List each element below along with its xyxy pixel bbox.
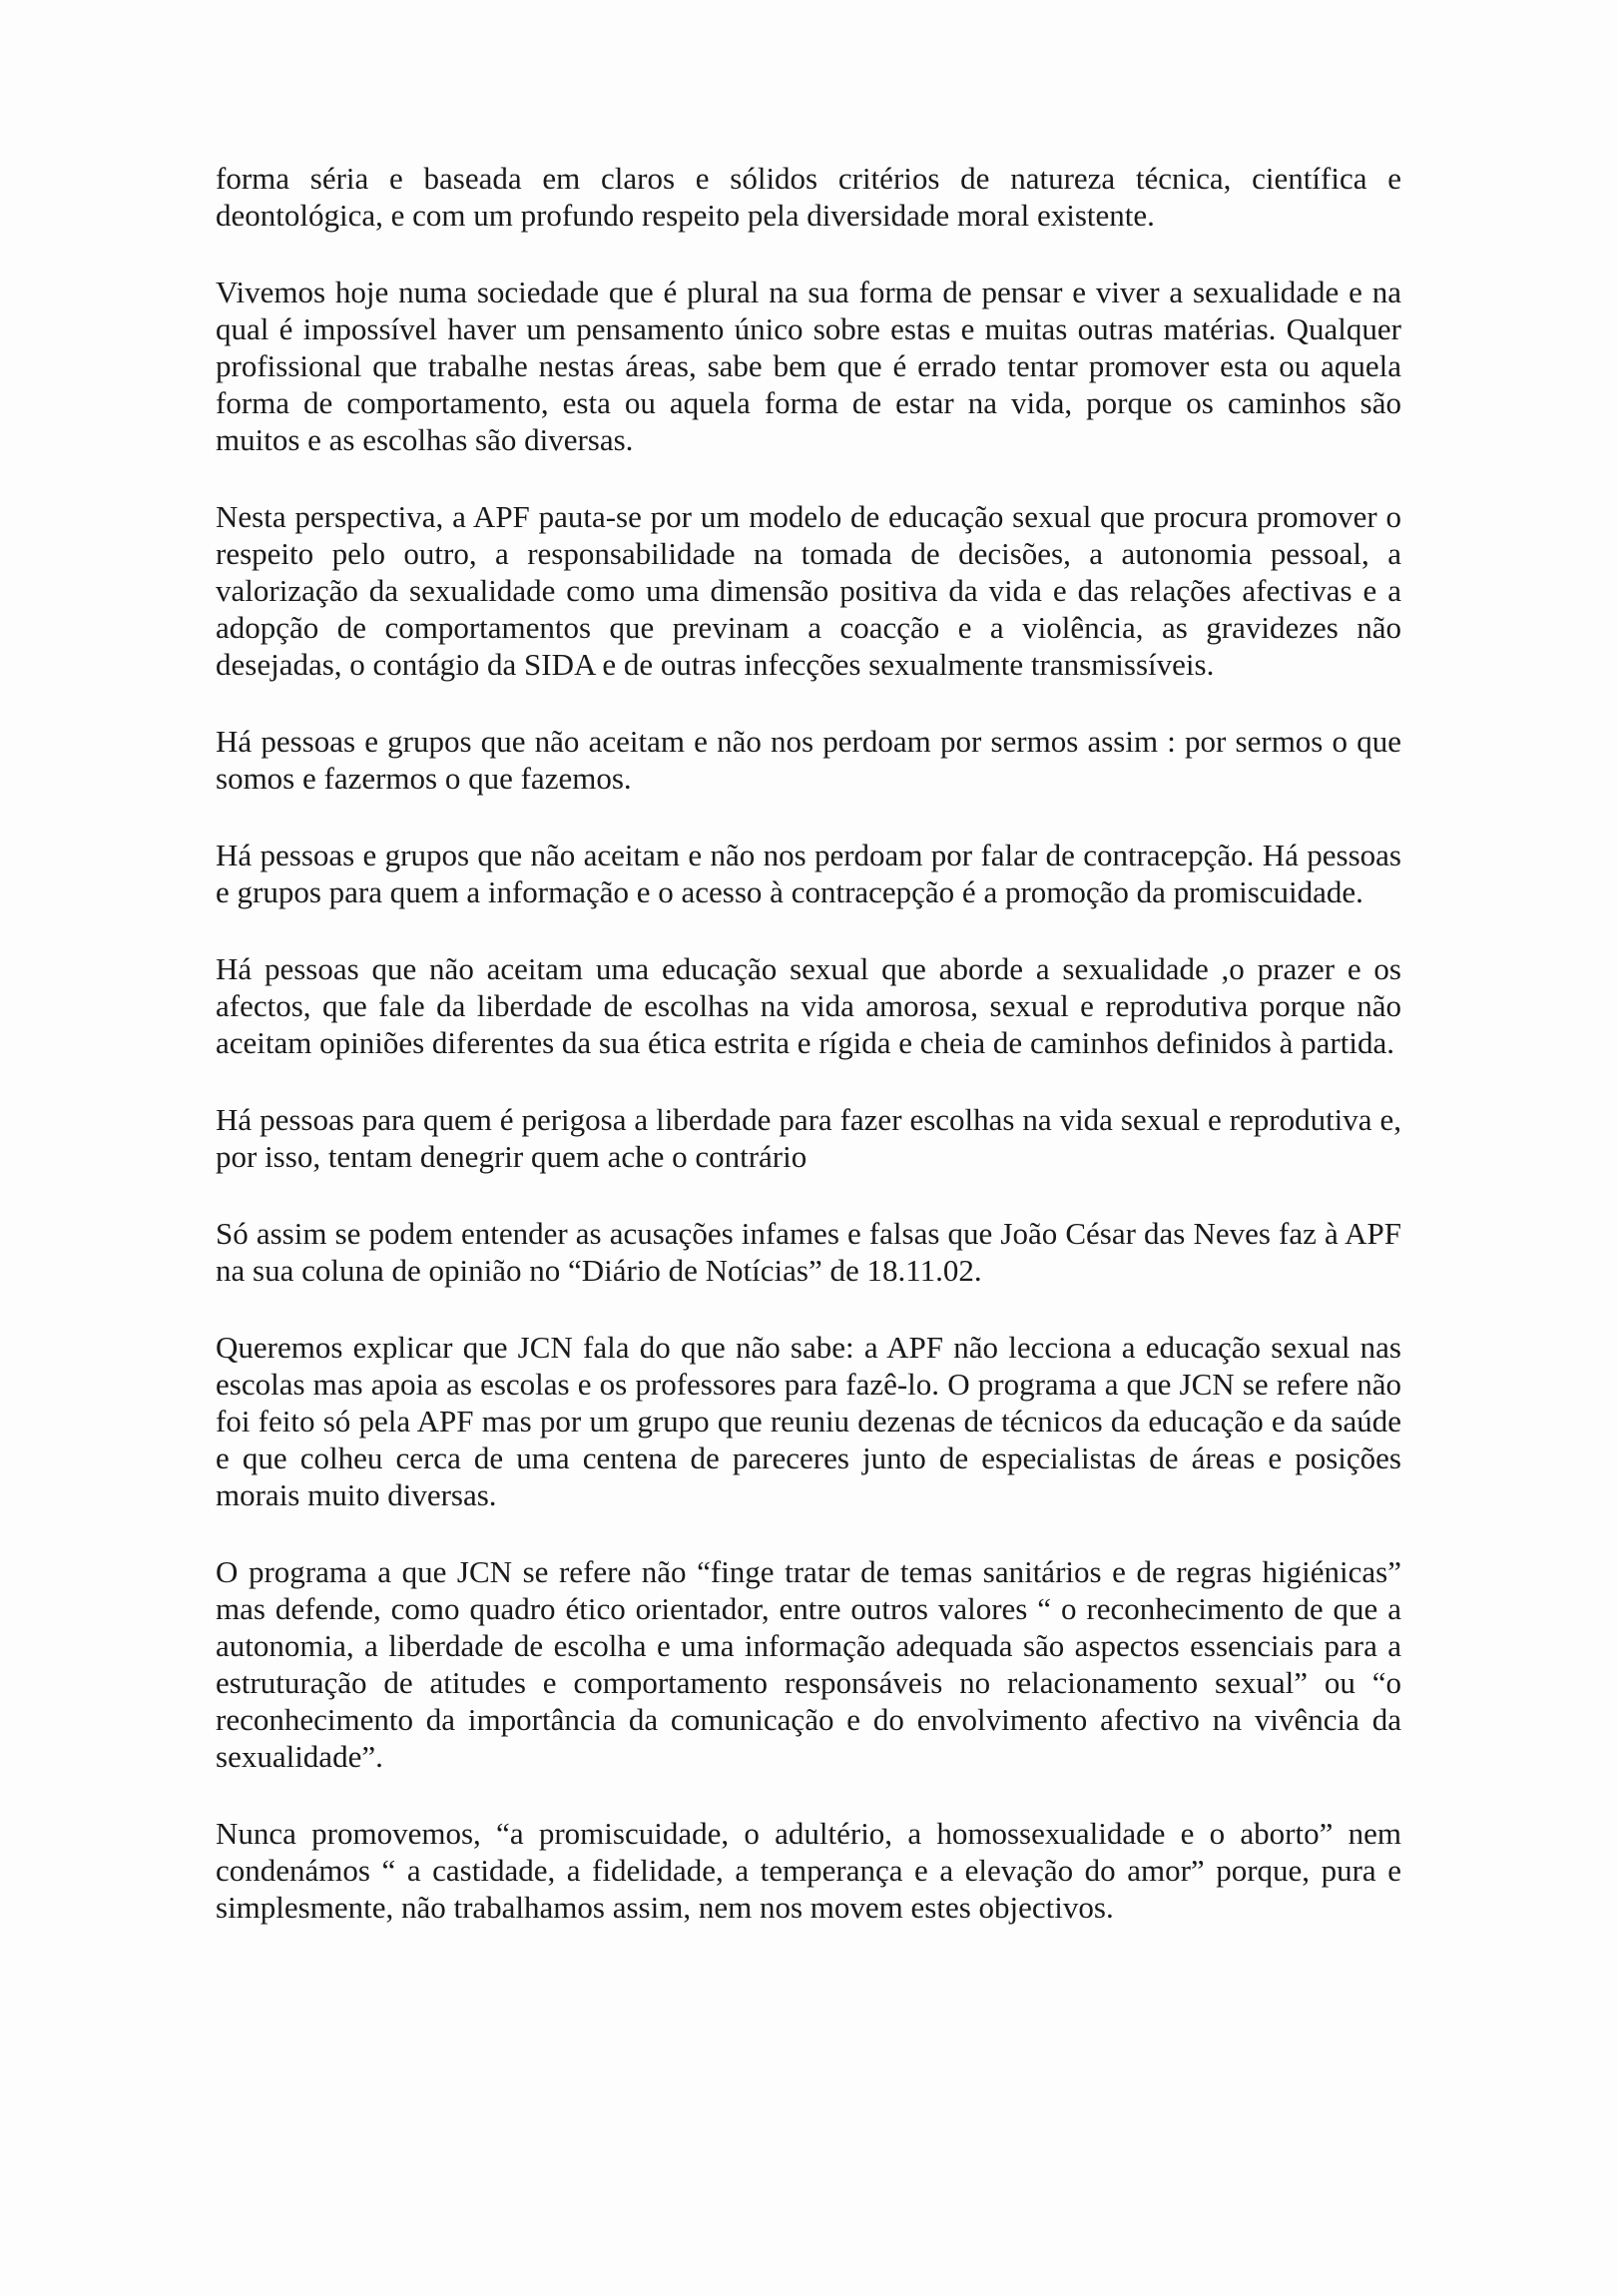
paragraph-continuation: forma séria e baseada em claros e sólidos critérios de natureza técnica, científica e deontológica, e com um profundo respeito pela diversidade moral existente.	[216, 161, 1401, 233]
paragraph-accusations: Só assim se podem entender as acusações infames e falsas que João César das Neves faz à APF na sua coluna de opinião no “Diário de Notícias” de 18.11.02.	[216, 1216, 1401, 1288]
paragraph-program-values: O programa a que JCN se refere não “finge tratar de temas sanitários e de regras higiénicas” mas defende, como quadro ético orientador, entre outros valores “ o reconhecimento de que a autonomia, a liberdade de escolha e uma informação adequada são aspectos essenciais para a estruturação de atitudes e comportamento responsáveis no relacionamento sexual” ou “o reconhecimento da importância da comunicação e do envolvimento afectivo na vivência da sexualidade”.	[216, 1554, 1401, 1774]
paragraph-apf-model: Nesta perspectiva, a APF pauta-se por um modelo de educação sexual que procura promover o respeito pelo outro, a responsabilidade na tomada de decisões, a autonomia pessoal, a valorização da sexualidade como uma dimensão positiva da vida e das relações afectivas e a adopção de comportamentos que previnam a coacção e a violência, as gravidezes não desejadas, o contágio da SIDA e de outras infecções sexualmente transmissíveis.	[216, 499, 1401, 682]
paragraph-people-education: Há pessoas que não aceitam uma educação sexual que aborde a sexualidade ,o prazer e os afectos, que fale da liberdade de escolhas na vida amorosa, sexual e reprodutiva porque não aceitam opiniões diferentes da sua ética estrita e rígida e cheia de caminhos definidos à partida.	[216, 951, 1401, 1060]
document-body	[216, 160, 1401, 1926]
paragraph-never-promoted: Nunca promovemos, “a promiscuidade, o adultério, a homossexualidade e o aborto” nem condenámos “ a castidade, a fidelidade, a temperança e a elevação do amor” porque, pura e simplesmente, não trabalhamos assim, nem nos movem estes objectivos.	[216, 1816, 1401, 1925]
paragraph-people-groups-2: Há pessoas e grupos que não aceitam e não nos perdoam por falar de contracepção. Há pessoas e grupos para quem a informação e o acesso à contracepção é a promoção da promiscuidade.	[216, 838, 1401, 909]
paragraph-people-freedom: Há pessoas para quem é perigosa a liberdade para fazer escolhas na vida sexual e reprodutiva e, por isso, tentam denegrir quem ache o contrário	[216, 1102, 1401, 1174]
paragraph-jcn-explanation: Queremos explicar que JCN fala do que não sabe: a APF não lecciona a educação sexual nas escolas mas apoia as escolas e os professores para fazê-lo. O programa a que JCN se refere não foi feito só pela APF mas por um grupo que reuniu dezenas de técnicos da educação e da saúde e que colheu cerca de uma centena de pareceres junto de especialistas de áreas e posições morais muito diversas.	[216, 1330, 1401, 1512]
paragraph-plural-society: Vivemos hoje numa sociedade que é plural na sua forma de pensar e viver a sexualidade e na qual é impossível haver um pensamento único sobre estas e muitas outras matérias. Qualquer profissional que trabalhe nestas áreas, sabe bem que é errado tentar promover esta ou aquela forma de comportamento, esta ou aquela forma de estar na vida, porque os caminhos são muitos e as escolhas são diversas.	[216, 275, 1401, 457]
paragraph-people-groups-1: Há pessoas e grupos que não aceitam e não nos perdoam por sermos assim : por sermos o que somos e fazermos o que fazemos.	[216, 724, 1401, 796]
